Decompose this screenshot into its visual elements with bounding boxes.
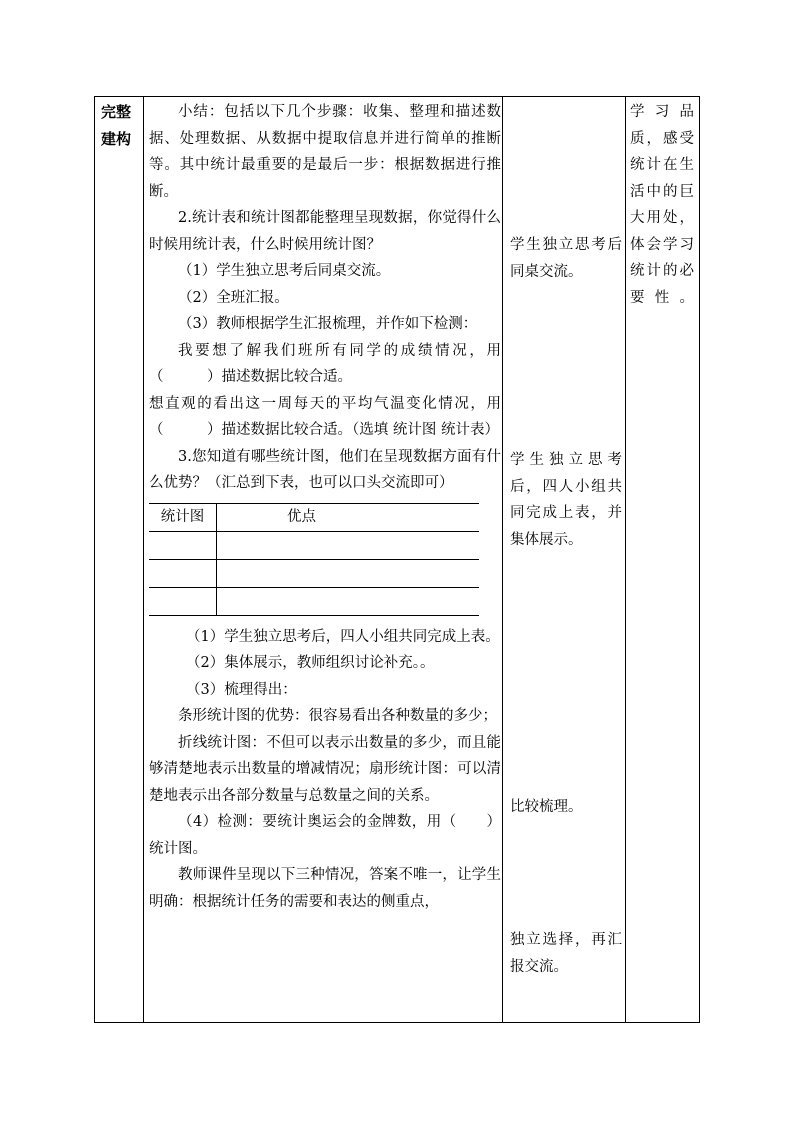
step-3-4: （4）检测：要统计奥运会的金牌数，用（ ）统计图。 [149,814,501,857]
table-row [149,559,479,587]
step-3-1: （1）学生独立思考后，四人小组共同完成上表。 [186,628,500,645]
design-intent: 学习品质，感受统计在生活中的巨大用处，体会学习统计的必要性。 [630,104,694,306]
step-3-2: （2）集体展示，教师组织讨论补充。。 [186,655,435,671]
test-item-1: 我要想了解我们班所有同学的成绩情况，用（ ）描述数据比较合适。 [149,342,501,385]
table-row [149,531,479,559]
summary-paragraph: 小结：包括以下几个步骤：收集、整理和描述数据、处理数据、从数据中提取信息并进行简单的推断等。其中统计最重要的是最后一步：根据数据进行推断。 [149,104,501,200]
chart-advantage-table [149,503,479,616]
question-3: 3.您知道有哪些统计图，他们在呈现数据方面有什么优势？（汇总到下表，也可以口头交流即可） [149,448,501,491]
test-item-2: 想直观的看出这一周每天的平均气温变化情况，用（ ）描述数据比较合适。（选填 统计图 统计表） [149,395,501,438]
bar-chart-advantage: 条形统计图的优势：很容易看出各种数量的多少； [178,708,497,724]
question-2: 2.统计表和统计图都能整理呈现数据，你觉得什么时候用统计表，什么时候用统计图？ [149,210,501,253]
column-divider [502,97,503,1022]
table-header-chart: 统计图 [149,503,217,531]
student-activity-3: 比较梳理。 [510,799,583,815]
step-3-3: （3）梳理得出： [186,681,297,698]
step-1: （1）学生独立思考后同桌交流。 [178,263,391,279]
column-divider [625,97,626,1022]
section-heading: 完整建构 [101,103,132,148]
student-activity-1: 学生独立思考后同桌交流。 [510,237,622,280]
line-and-pie-advantage: 折线统计图：不但可以表示出数量的多少，而且能够清楚地表示出数量的增减情况；扇形统计图：可以清楚地表示出各部分数量与总数量之间的关系。 [149,734,501,804]
teacher-note: 教师课件呈现以下三种情况，答案不唯一，让学生明确：根据统计任务的需要和表达的侧重点， [149,867,501,910]
step-3: （3）教师根据学生汇报梳理，并作如下检测： [178,316,478,332]
table-header-advantage: 优点 [217,503,480,531]
student-activity-4: 独立选择，再汇报交流。 [510,932,622,975]
column-divider [143,97,144,1022]
student-activity-2: 学生独立思考后，四人小组共同完成上表，并集体展示。 [510,452,622,548]
teaching-process-cell [149,99,501,915]
step-2: （2）全班汇报。 [178,289,289,306]
table-row [149,587,479,615]
lesson-table [94,96,700,1023]
